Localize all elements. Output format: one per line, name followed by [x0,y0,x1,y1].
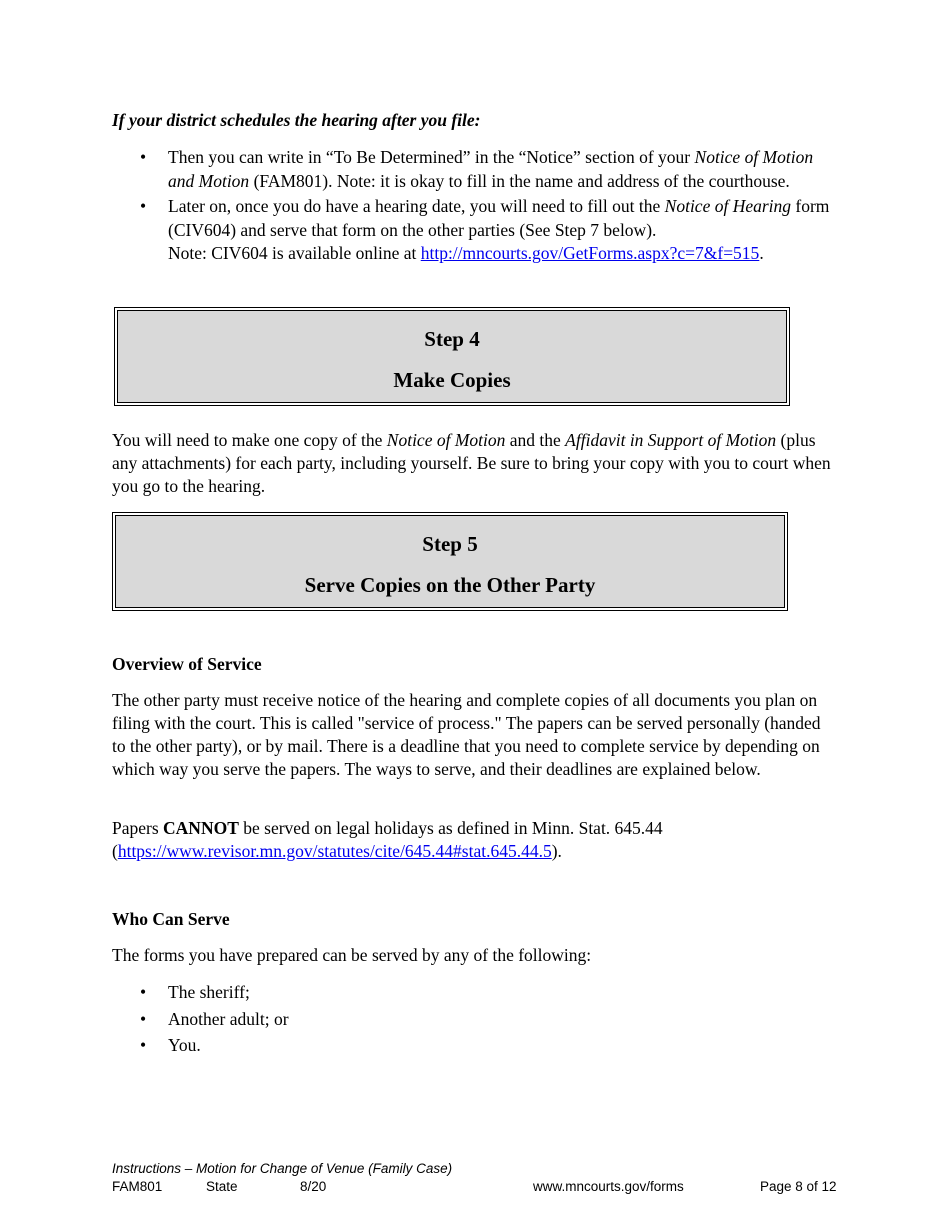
bullet-icon: • [140,196,147,216]
bullet-icon: • [140,1008,147,1029]
list-item: • The sheriff; [112,980,842,1005]
server-list [112,980,842,1060]
who-can-serve-intro: The forms you have prepared can be served by any of the following: [112,945,592,965]
who-can-serve-heading: Who Can Serve [112,909,230,929]
list-item: • Another adult; or [112,1007,842,1032]
bullet-icon: • [140,1035,147,1055]
hearing-bullet-list [112,146,842,268]
list-item: • Later on, once you do have a hearing date, you will need to fill out the Notice of Hearing form (CIV604) and serve that form on the other parties (See Step 7 below). Note: CIV604 is available online at http://mncourts.gov/GetForms.aspx?c=7&f=515. [140,196,830,263]
footer-title: Instructions – Motion for Change of Venue (Family Case) [112,1161,453,1176]
hearing-heading: If your district schedules the hearing after you file: [112,110,481,130]
step4-paragraph: You will need to make one copy of the Notice of Motion and the Affidavit in Support of Motion (plus any attachments) for each party, including yourself. Be sure to bring your copy with you to court when you go to the hearing. [112,430,831,496]
step5-number: Step 5 [422,532,478,556]
list-item: • Then you can write in “To Be Determined” in the “Notice” section of your Notice of Motion and Motion (FAM801). Note: it is okay to fill in the name and address of the courthouse. [140,147,814,191]
step4-title: Make Copies [393,368,511,392]
step4-box [114,307,790,406]
footer-page-number: Page 8 of 12 [760,1179,837,1194]
cannot-paragraph: Papers CANNOT be served on legal holidays as defined in Minn. Stat. 645.44 (https://www.revisor.mn.gov/statutes/cite/645.44#stat.645.44.5). [112,818,663,861]
bullet-icon: • [140,982,147,1002]
civ604-link[interactable]: http://mncourts.gov/GetForms.aspx?c=7&f=515 [420,243,760,263]
step5-box [112,512,788,611]
footer-website: www.mncourts.gov/forms [533,1179,684,1194]
footer-form-code: FAM801 [112,1179,163,1194]
step5-title: Serve Copies on the Other Party [304,573,596,597]
step4-number: Step 4 [424,327,480,351]
list-item: • You. [112,1033,842,1058]
footer-jurisdiction: State [206,1179,238,1194]
bullet-icon: • [140,147,147,167]
footer-revision: 8/20 [300,1179,327,1194]
overview-paragraph: The other party must receive notice of the hearing and complete copies of all documents you plan on filing with the court. This is called "service of process." The papers can be served personally (handed to the other party), or by mail. There is a deadline that you need to complete service by depending on which way you serve the papers. The ways to serve, and their deadlines are explained below. [112,690,821,779]
overview-heading: Overview of Service [112,654,262,674]
statute-link[interactable]: https://www.revisor.mn.gov/statutes/cite/645.44#stat.645.44.5 [117,841,552,861]
